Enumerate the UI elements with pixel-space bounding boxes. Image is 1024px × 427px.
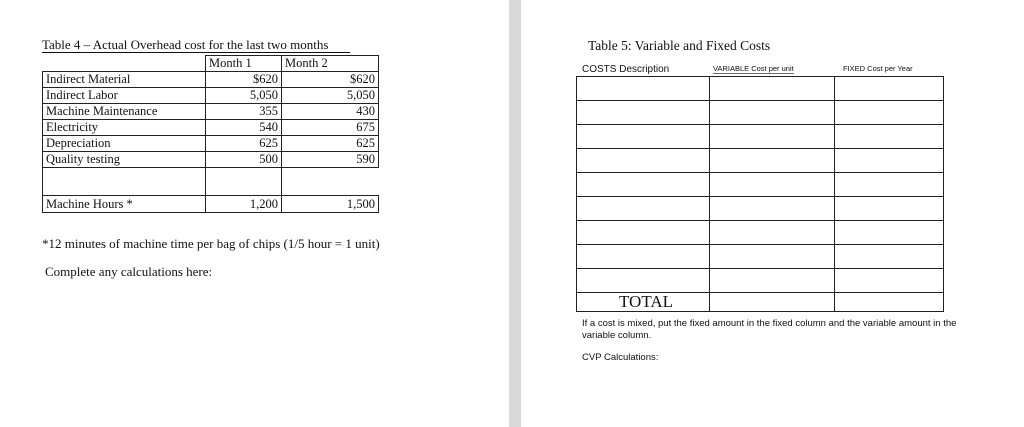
calculations-prompt: Complete any calculations here: — [45, 264, 213, 279]
cell-variable[interactable] — [710, 221, 835, 245]
cell-variable[interactable] — [710, 173, 835, 197]
table4-header-row — [43, 56, 379, 72]
blank-row — [43, 168, 379, 196]
cell-description[interactable] — [577, 77, 710, 101]
table-row — [43, 72, 379, 88]
table-row — [43, 120, 379, 136]
table4 — [42, 55, 379, 213]
table-row — [43, 104, 379, 120]
row-month1: 355 — [206, 104, 282, 120]
cell-description[interactable] — [577, 197, 710, 221]
cell-description[interactable] — [577, 221, 710, 245]
row-month2: $620 — [282, 72, 379, 88]
table-row — [43, 136, 379, 152]
cell-variable[interactable] — [710, 197, 835, 221]
cell-description[interactable] — [577, 101, 710, 125]
cell-fixed[interactable] — [835, 173, 944, 197]
row-month1: 5,050 — [206, 88, 282, 104]
cell-variable[interactable] — [710, 77, 835, 101]
row-month2: 430 — [282, 104, 379, 120]
cell-variable[interactable] — [710, 149, 835, 173]
table-row — [577, 197, 944, 221]
row-month2: 625 — [282, 136, 379, 152]
cvp-calculations-label: CVP Calculations: — [582, 352, 659, 363]
column-header-variable: VARIABLE Cost per unit — [713, 64, 794, 73]
total-label: TOTAL — [618, 292, 674, 311]
page-divider — [509, 0, 521, 427]
cell-variable[interactable] — [710, 125, 835, 149]
cell-variable[interactable] — [710, 101, 835, 125]
row-label: Electricity — [43, 120, 206, 136]
total-fixed[interactable] — [835, 293, 944, 312]
total-variable[interactable] — [710, 293, 835, 312]
machine-hours-month1: 1,200 — [206, 196, 282, 213]
table-row — [577, 77, 944, 101]
cell-fixed[interactable] — [835, 149, 944, 173]
cell-fixed[interactable] — [835, 197, 944, 221]
row-month1: 540 — [206, 120, 282, 136]
cell-description[interactable] — [577, 269, 710, 293]
cell-fixed[interactable] — [835, 125, 944, 149]
machine-hours-row — [43, 196, 379, 213]
cell-fixed[interactable] — [835, 269, 944, 293]
table-row — [577, 149, 944, 173]
row-month1: 625 — [206, 136, 282, 152]
cell-variable[interactable] — [710, 269, 835, 293]
row-label: Machine Maintenance — [43, 104, 206, 120]
header-month1: Month 1 — [206, 56, 282, 72]
row-label: Depreciation — [43, 136, 206, 152]
mixed-cost-note: If a cost is mixed, put the fixed amount in the fixed column and the variable amount in the variable column. — [582, 318, 957, 341]
cell-description[interactable] — [577, 245, 710, 269]
cell-description[interactable] — [577, 149, 710, 173]
header-month2: Month 2 — [282, 56, 379, 72]
table-row — [577, 125, 944, 149]
table-row — [43, 152, 379, 168]
cell-fixed[interactable] — [835, 101, 944, 125]
table-row — [577, 173, 944, 197]
cell-description[interactable] — [577, 173, 710, 197]
column-header-fixed: FIXED Cost per Year — [843, 64, 913, 73]
machine-hours-label: Machine Hours * — [43, 196, 206, 213]
row-month2: 5,050 — [282, 88, 379, 104]
row-label: Indirect Material — [43, 72, 206, 88]
table-row — [577, 101, 944, 125]
cell-fixed[interactable] — [835, 221, 944, 245]
footnote: *12 minutes of machine time per bag of chips (1/5 hour = 1 unit) — [42, 236, 380, 251]
column-header-description: COSTS Description — [582, 64, 670, 75]
cell-description[interactable] — [577, 125, 710, 149]
table5-title: Table 5: Variable and Fixed Costs — [588, 38, 771, 53]
row-month2: 675 — [282, 120, 379, 136]
table-row — [577, 221, 944, 245]
row-month1: $620 — [206, 72, 282, 88]
cell-fixed[interactable] — [835, 245, 944, 269]
row-month2: 590 — [282, 152, 379, 168]
total-row — [577, 293, 944, 312]
row-month1: 500 — [206, 152, 282, 168]
cell-variable[interactable] — [710, 245, 835, 269]
table-row — [577, 269, 944, 293]
row-label: Quality testing — [43, 152, 206, 168]
cell-fixed[interactable] — [835, 77, 944, 101]
table5 — [576, 76, 944, 312]
table-row — [43, 88, 379, 104]
table-row — [577, 245, 944, 269]
row-label: Indirect Labor — [43, 88, 206, 104]
machine-hours-month2: 1,500 — [282, 196, 379, 213]
table4-title: Table 4 – Actual Overhead cost for the last two months — [42, 37, 350, 53]
left-page — [0, 0, 509, 427]
